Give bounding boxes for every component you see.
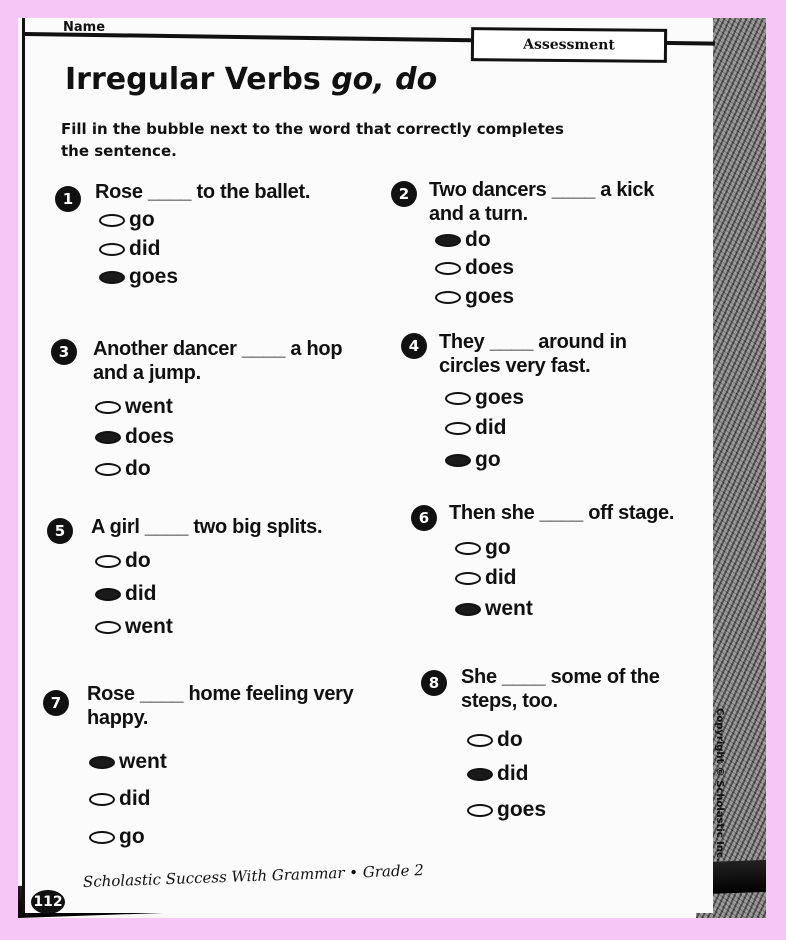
empty-bubble-icon[interactable]: [99, 214, 125, 227]
page-number: 112: [31, 890, 65, 914]
page-title: [65, 62, 437, 97]
option-label: go: [129, 208, 155, 231]
option-label: goes: [475, 386, 525, 409]
empty-bubble-icon[interactable]: [95, 401, 121, 414]
empty-bubble-icon[interactable]: [95, 463, 121, 476]
empty-bubble-icon[interactable]: [435, 262, 461, 275]
answer-option[interactable]: [95, 615, 173, 639]
option-label: do: [125, 457, 151, 480]
answer-option[interactable]: [435, 256, 514, 280]
title-verbs: go, do: [331, 62, 438, 97]
empty-bubble-icon[interactable]: [445, 392, 471, 405]
answer-option[interactable]: [455, 566, 517, 590]
question-text: They ____ around in circles very fast.: [439, 331, 627, 377]
instructions: Fill in the bubble next to the word that correctly completes the sentence.: [61, 120, 564, 160]
filled-bubble-icon[interactable]: [455, 603, 481, 616]
filled-bubble-icon[interactable]: [99, 271, 125, 284]
filled-bubble-icon[interactable]: [445, 454, 471, 467]
question-text: She ____ some of the steps, too.: [461, 666, 660, 712]
answer-option[interactable]: [95, 395, 173, 419]
filled-bubble-icon[interactable]: [89, 756, 115, 769]
worksheet-photo: [18, 18, 766, 918]
answer-option[interactable]: [445, 448, 501, 472]
option-label: go: [475, 448, 501, 471]
answer-option[interactable]: [467, 762, 529, 786]
option-label: went: [119, 750, 167, 773]
empty-bubble-icon[interactable]: [467, 734, 493, 747]
empty-bubble-icon[interactable]: [467, 804, 493, 817]
question-text: Another dancer ____ a hop and a jump.: [93, 338, 343, 384]
question-number: 3: [51, 339, 77, 365]
empty-bubble-icon[interactable]: [435, 291, 461, 304]
worksheet-page: [22, 18, 725, 913]
question-text: Then she ____ off stage.: [449, 502, 675, 524]
answer-option[interactable]: [467, 728, 523, 752]
answer-option[interactable]: [95, 549, 151, 573]
answer-option[interactable]: [95, 582, 157, 606]
option-label: did: [125, 582, 157, 605]
option-label: do: [125, 549, 151, 572]
empty-bubble-icon[interactable]: [455, 542, 481, 555]
filled-bubble-icon[interactable]: [95, 588, 121, 601]
filled-bubble-icon[interactable]: [435, 234, 461, 247]
question-number: 5: [47, 518, 73, 544]
title-prefix: Irregular Verbs: [65, 62, 332, 97]
question-number: 8: [421, 670, 447, 696]
option-label: did: [497, 762, 529, 785]
book-footer: Scholastic Success With Grammar • Grade 2: [82, 861, 425, 891]
option-label: goes: [129, 265, 179, 288]
assessment-label: Assessment: [471, 27, 667, 63]
answer-option[interactable]: [99, 208, 155, 232]
copyright: Copyright © Scholastic Inc.: [714, 708, 725, 862]
question-text: Two dancers ____ a kick and a turn.: [429, 179, 655, 225]
question-number: 2: [391, 181, 417, 207]
question-text: A girl ____ two big splits.: [91, 516, 323, 538]
name-label: Name: [63, 20, 106, 35]
option-label: does: [125, 425, 175, 448]
question-text: Rose ____ to the ballet.: [95, 181, 311, 203]
option-label: did: [129, 237, 161, 260]
option-label: went: [125, 615, 173, 638]
answer-option[interactable]: [445, 416, 507, 440]
answer-option[interactable]: [435, 285, 514, 309]
question-number: 4: [401, 333, 427, 359]
option-label: go: [119, 825, 145, 848]
option-label: do: [497, 728, 523, 751]
question-number: 6: [411, 505, 437, 531]
empty-bubble-icon[interactable]: [455, 572, 481, 585]
filled-bubble-icon[interactable]: [95, 431, 121, 444]
answer-option[interactable]: [89, 787, 151, 811]
answer-option[interactable]: [455, 536, 511, 560]
answer-option[interactable]: [455, 597, 533, 621]
answer-option[interactable]: [99, 237, 161, 261]
answer-option[interactable]: [99, 265, 178, 289]
answer-option[interactable]: [467, 798, 546, 822]
answer-option[interactable]: [95, 425, 174, 449]
question-number: 7: [43, 690, 69, 716]
empty-bubble-icon[interactable]: [95, 555, 121, 568]
option-label: does: [465, 256, 515, 279]
empty-bubble-icon[interactable]: [89, 831, 115, 844]
question-text: Rose ____ home feeling very happy.: [87, 683, 354, 729]
option-label: goes: [497, 798, 547, 821]
option-label: did: [119, 787, 151, 810]
question-number: 1: [55, 186, 81, 212]
empty-bubble-icon[interactable]: [95, 621, 121, 634]
option-label: go: [485, 536, 511, 559]
filled-bubble-icon[interactable]: [467, 768, 493, 781]
option-label: went: [485, 597, 533, 620]
answer-option[interactable]: [435, 228, 491, 252]
empty-bubble-icon[interactable]: [99, 243, 125, 256]
option-label: did: [475, 416, 507, 439]
empty-bubble-icon[interactable]: [445, 422, 471, 435]
answer-option[interactable]: [95, 457, 151, 481]
option-label: do: [465, 228, 491, 251]
empty-bubble-icon[interactable]: [89, 793, 115, 806]
answer-option[interactable]: [89, 750, 167, 774]
option-label: goes: [465, 285, 515, 308]
option-label: did: [485, 566, 517, 589]
answer-option[interactable]: [445, 386, 524, 410]
option-label: went: [125, 395, 173, 418]
answer-option[interactable]: [89, 825, 145, 849]
